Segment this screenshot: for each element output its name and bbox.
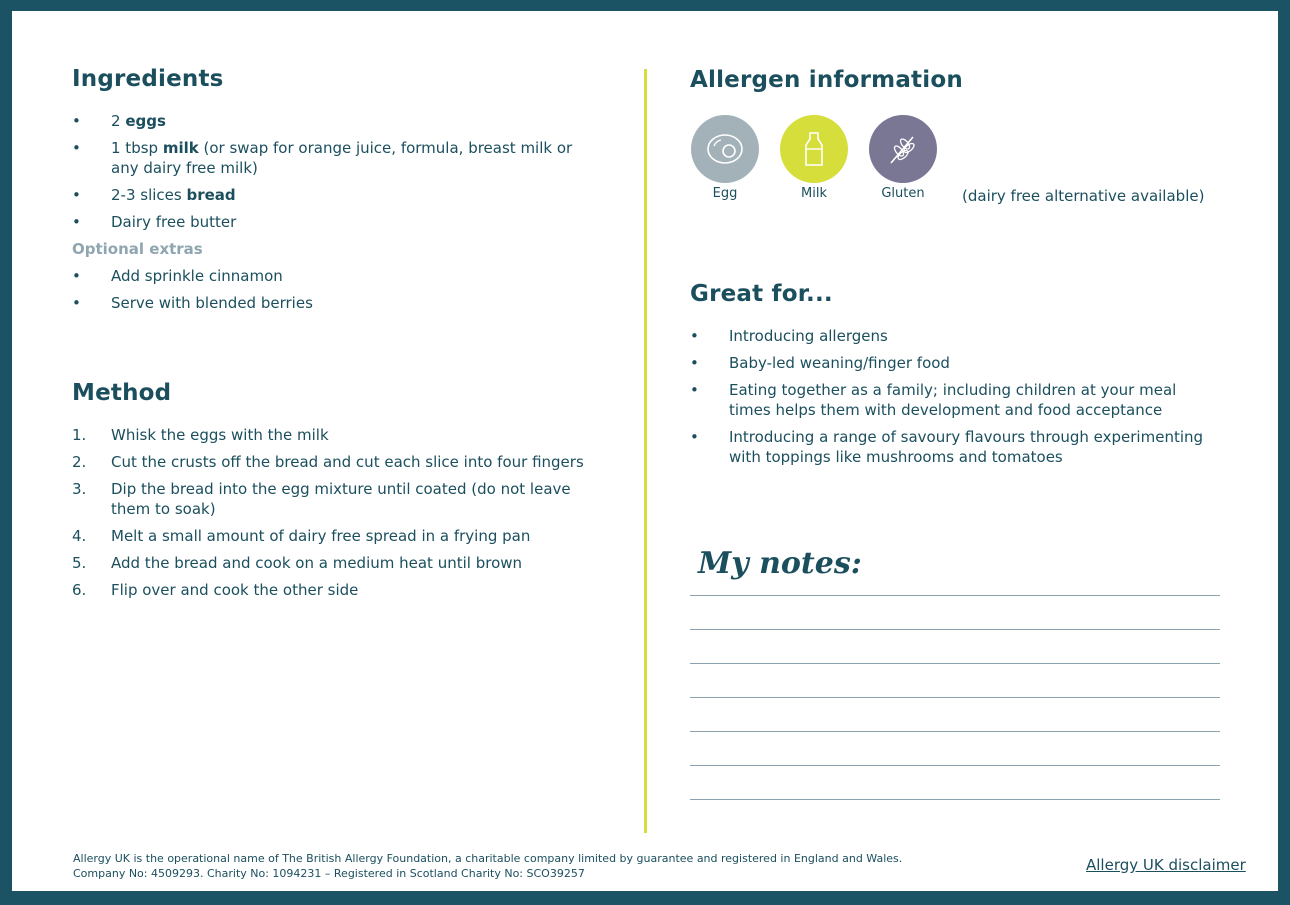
allergen-heading: Allergen information [690, 67, 963, 93]
list-item: • 1 tbsp milk (or swap for orange juice, formula, breast milk or any dairy free milk) [72, 139, 573, 177]
list-item: • 2-3 slices bread [72, 186, 236, 204]
list-item: • Dairy free butter [72, 213, 237, 231]
column-divider [644, 69, 647, 833]
milk-bottle-icon [780, 115, 848, 183]
list-item: 6. Flip over and cook the other side [72, 581, 359, 599]
great-for-list [690, 326, 1220, 474]
list-item: • Add sprinkle cinnamon [72, 267, 283, 285]
footer-legal [73, 851, 902, 881]
wheat-icon [869, 115, 937, 183]
footer-line-1: Allergy UK is the operational name of The British Allergy Foundation, a charitable company limited by guarantee and registered in England and Wales. [73, 852, 903, 865]
list-item: • 2 eggs [72, 112, 166, 130]
recipe-card [12, 11, 1278, 891]
list-item: 1. Whisk the eggs with the milk [72, 426, 329, 444]
note-line[interactable] [690, 663, 1220, 664]
list-item: • Introducing allergens [690, 327, 888, 345]
note-line[interactable] [690, 799, 1220, 800]
note-line[interactable] [690, 731, 1220, 732]
note-line[interactable] [690, 697, 1220, 698]
allergen-label: Gluten [881, 186, 925, 201]
egg-icon [691, 115, 759, 183]
method-heading: Method [72, 380, 172, 406]
optional-extras-heading: Optional extras [72, 240, 203, 258]
method-list [72, 425, 592, 607]
note-line[interactable] [690, 629, 1220, 630]
list-item: 4. Melt a small amount of dairy free spread in a frying pan [72, 527, 531, 545]
allergen-label: Milk [801, 186, 827, 201]
list-item: • Baby-led weaning/finger food [690, 354, 950, 372]
list-item: 5. Add the bread and cook on a medium heat until brown [72, 554, 523, 572]
great-for-heading: Great for... [690, 281, 833, 307]
list-item: • Eating together as a family; including children at your meal times helps them with development and food acceptance [690, 381, 1177, 419]
allergen-label: Egg [712, 186, 738, 201]
allergen-milk [779, 115, 849, 201]
list-item: • Serve with blended berries [72, 294, 313, 312]
footer-line-2: Company No: 4509293. Charity No: 1094231 – Registered in Scotland Charity No: SCO39257 [73, 867, 585, 880]
note-line[interactable] [690, 765, 1220, 766]
list-item: 3. Dip the bread into the egg mixture until coated (do not leave them to soak) [72, 480, 571, 518]
notes-heading: My notes: [698, 546, 862, 581]
ingredients-list [72, 111, 592, 320]
list-item: 2. Cut the crusts off the bread and cut each slice into four fingers [72, 453, 584, 471]
list-item: • Introducing a range of savoury flavours through experimenting with toppings like mushrooms and tomatoes [690, 428, 1204, 466]
allergen-egg [690, 115, 760, 201]
allergen-gluten [868, 115, 938, 201]
disclaimer-link[interactable]: Allergy UK disclaimer [1086, 856, 1246, 874]
ingredients-heading: Ingredients [72, 66, 224, 92]
note-line[interactable] [690, 595, 1220, 596]
dairy-free-note: (dairy free alternative available) [962, 187, 1205, 205]
